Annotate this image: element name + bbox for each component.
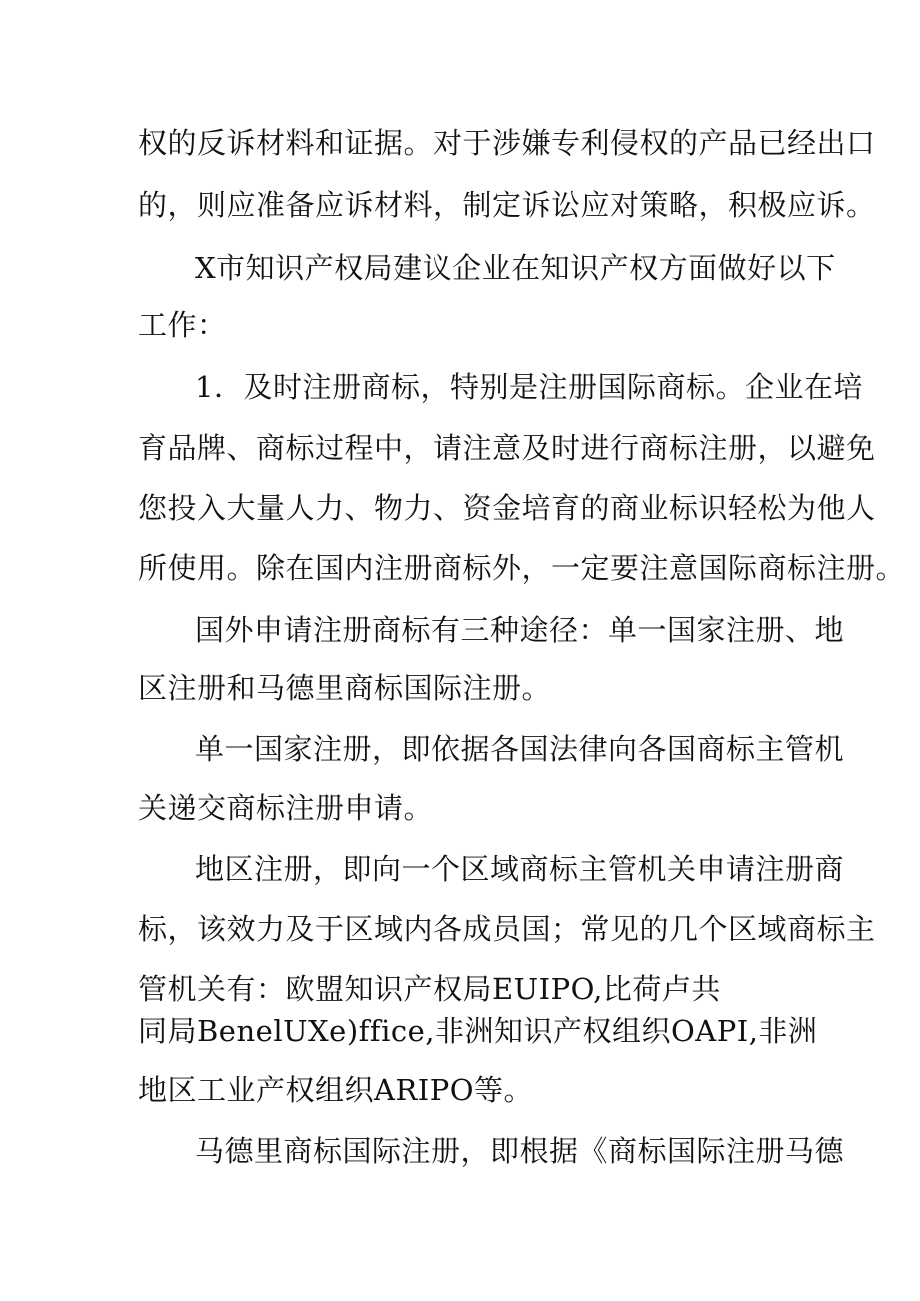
text-line: 单一国家注册，即依据各国法律向各国商标主管机 <box>195 732 845 766</box>
text-line: 地区注册，即向一个区域商标主管机关申请注册商 <box>195 852 845 886</box>
text-line: 工作： <box>138 308 227 342</box>
text-line: 育品牌、商标过程中，请注意及时进行商标注册，以避免 <box>138 431 876 465</box>
text-line: 同局BenelUXe)ffice,非洲知识产权组织OAPI,非洲 <box>138 1014 818 1048</box>
text-line: 国外申请注册商标有三种途径：单一国家注册、地 <box>195 613 845 647</box>
text-line: 权的反诉材料和证据。对于涉嫌专利侵权的产品已经出口 <box>138 126 876 160</box>
text-line: 所使用。除在国内注册商标外，一定要注意国际商标注册。 <box>138 551 906 585</box>
text-line: 管机关有：欧盟知识产权局EUIPO,比荷卢共 <box>138 972 721 1006</box>
text-line: 标，该效力及于区域内各成员国；常见的几个区域商标主 <box>138 912 876 946</box>
text-line: 1．及时注册商标，特别是注册国际商标。企业在培 <box>195 370 863 404</box>
text-line: X市知识产权局建议企业在知识产权方面做好以下 <box>195 251 836 285</box>
text-line: 关递交商标注册申请。 <box>138 791 434 825</box>
text-line: 您投入大量人力、物力、资金培育的商业标识轻松为他人 <box>138 491 876 525</box>
text-line: 地区工业产权组织ARIPO等。 <box>138 1073 534 1107</box>
text-line: 区注册和马德里商标国际注册。 <box>138 671 552 705</box>
text-line: 马德里商标国际注册，即根据《商标国际注册马德 <box>195 1134 845 1168</box>
text-line: 的，则应准备应诉材料，制定诉讼应对策略，积极应诉。 <box>138 188 876 222</box>
